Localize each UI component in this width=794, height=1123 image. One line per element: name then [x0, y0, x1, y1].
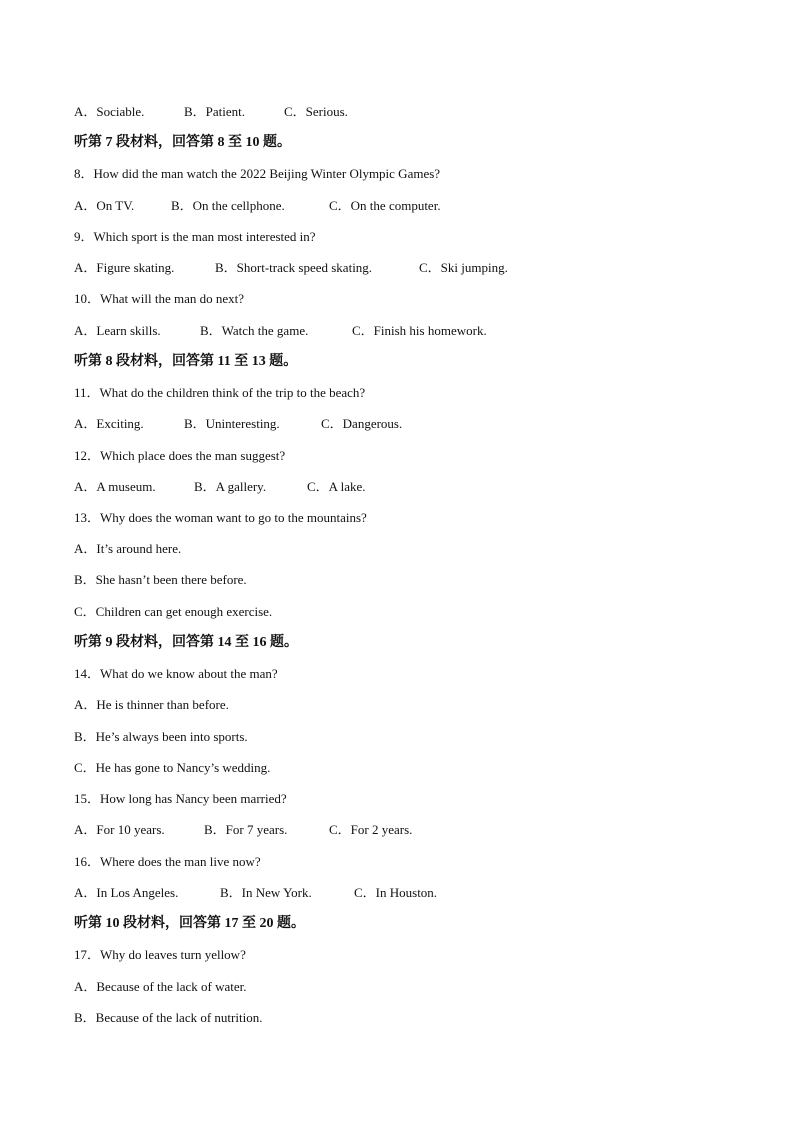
answer-options-row — [74, 478, 754, 496]
answer-option: A．For 10 years. — [74, 822, 165, 837]
section-heading: 听第 10 段材料，回答第 17 至 20 题。 — [74, 916, 305, 931]
answer-options-row — [74, 259, 754, 277]
answer-option: A．A museum. — [74, 479, 156, 494]
question-text: B．He’s always been into sports. — [74, 729, 248, 744]
answer-options-row — [74, 197, 754, 215]
answer-option: A．Learn skills. — [74, 323, 161, 338]
answer-option: B．On the cellphone. — [171, 198, 285, 213]
question-text: 11．What do the children think of the trip to the beach? — [74, 385, 366, 400]
question-text: A．It’s around here. — [74, 541, 182, 556]
answer-options-row — [74, 415, 754, 433]
question-text: 14．What do we know about the man? — [74, 666, 278, 681]
question-text: 13．Why does the woman want to go to the mountains? — [74, 510, 367, 525]
answer-option: A．On TV. — [74, 198, 135, 213]
question-text: 15．How long has Nancy been married? — [74, 791, 287, 806]
answer-option: C．Serious. — [284, 104, 348, 119]
answer-option: C．A lake. — [307, 479, 366, 494]
answer-options-row — [74, 884, 754, 902]
section-heading: 听第 7 段材料，回答第 8 至 10 题。 — [74, 135, 291, 150]
section-heading: 听第 9 段材料，回答第 14 至 16 题。 — [74, 635, 298, 650]
answer-option: C．Ski jumping. — [419, 260, 508, 275]
answer-option: A．Exciting. — [74, 416, 144, 431]
question-text: B．Because of the lack of nutrition. — [74, 1010, 263, 1025]
answer-option: A．Figure skating. — [74, 260, 175, 275]
question-text: C．Children can get enough exercise. — [74, 604, 273, 619]
section-heading: 听第 8 段材料，回答第 11 至 13 题。 — [74, 354, 298, 369]
answer-option: B．Short-track speed skating. — [215, 260, 373, 275]
answer-options-row — [74, 103, 754, 121]
question-text: 16．Where does the man live now? — [74, 854, 261, 869]
answer-option: C．For 2 years. — [329, 822, 413, 837]
answer-option: A．Sociable. — [74, 104, 145, 119]
question-text: 17．Why do leaves turn yellow? — [74, 947, 246, 962]
question-text: 9．Which sport is the man most interested in? — [74, 229, 316, 244]
answer-option: C．Dangerous. — [321, 416, 403, 431]
answer-option: B．Patient. — [184, 104, 246, 119]
question-text: 10．What will the man do next? — [74, 291, 245, 306]
question-text: A．Because of the lack of water. — [74, 979, 247, 994]
answer-option: B．Watch the game. — [200, 323, 309, 338]
answer-option: B．For 7 years. — [204, 822, 288, 837]
answer-option: A．In Los Angeles. — [74, 885, 179, 900]
question-text: A．He is thinner than before. — [74, 697, 229, 712]
question-text: 12．Which place does the man suggest? — [74, 448, 286, 463]
question-text: B．She hasn’t been there before. — [74, 572, 247, 587]
answer-option: B．In New York. — [220, 885, 312, 900]
answer-option: C．On the computer. — [329, 198, 441, 213]
answer-option: C．Finish his homework. — [352, 323, 487, 338]
answer-option: C．In Houston. — [354, 885, 438, 900]
question-text: C．He has gone to Nancy’s wedding. — [74, 760, 271, 775]
answer-options-row — [74, 322, 754, 340]
question-text: 8．How did the man watch the 2022 Beijing Winter Olympic Games? — [74, 166, 441, 181]
answer-option: B．Uninteresting. — [184, 416, 280, 431]
answer-options-row — [74, 821, 754, 839]
answer-option: B．A gallery. — [194, 479, 267, 494]
